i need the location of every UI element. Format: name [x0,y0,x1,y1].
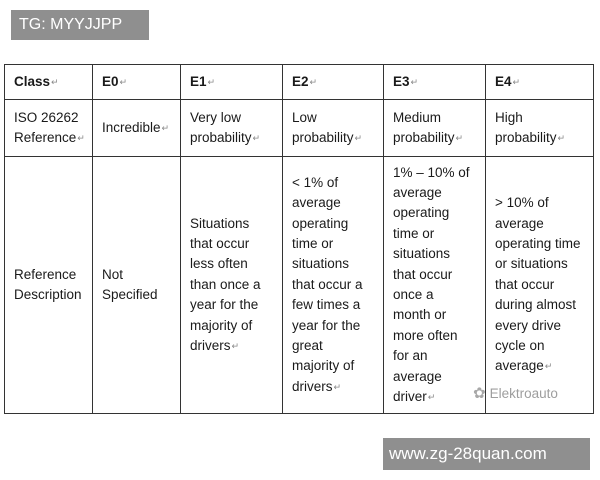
top-left-tag-label: TG: MYYJJPP [11,10,149,40]
header-cell: E3↵ [384,65,486,100]
exposure-class-table [4,64,594,414]
watermark-label: Elektroauto [489,385,558,401]
watermark-logo [473,384,558,402]
table-cell: Incredible↵ [93,100,181,157]
header-cell: E1↵ [181,65,283,100]
header-cell: E0↵ [93,65,181,100]
table-cell: Situations that occur less often than once a year for the majority of drivers↵ [181,157,283,414]
table-header-row [5,65,594,100]
table-cell: < 1% of average operating time or situations that occur a few times a year for the great majority of drivers↵ [283,157,384,414]
table-row-iso-reference [5,100,594,157]
table-cell: ISO 26262 Reference↵ [5,100,93,157]
wechat-logo-icon: ✿ [473,385,486,402]
bottom-right-site-label: www.zg-28quan.com [383,438,590,470]
header-cell: Class↵ [5,65,93,100]
table-cell: High probability↵ [486,100,594,157]
table-cell: > 10% of average operating time or situations that occur during almost every drive cycle on average↵ [486,157,594,414]
table-row-description [5,157,594,414]
table-cell: Low probability↵ [283,100,384,157]
table-cell: Medium probability↵ [384,100,486,157]
table-cell: Not Specified [93,157,181,414]
header-cell: E2↵ [283,65,384,100]
header-cell: E4↵ [486,65,594,100]
table-cell: Reference Description [5,157,93,414]
table-cell: Very low probability↵ [181,100,283,157]
table-cell: 1% – 10% of average operating time or situations that occur once a month or more often for an average driver↵ [384,157,486,414]
